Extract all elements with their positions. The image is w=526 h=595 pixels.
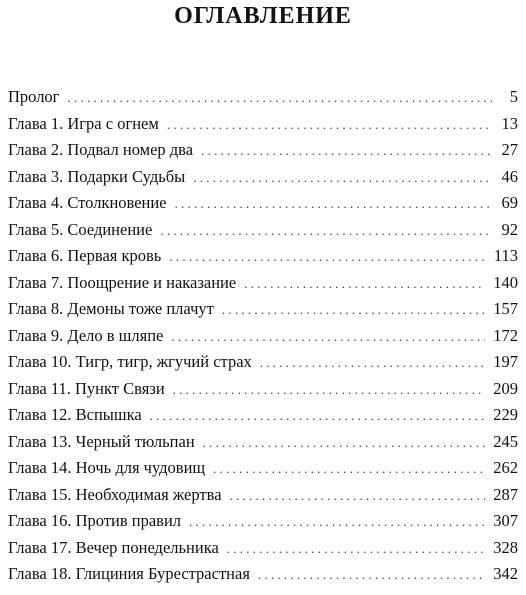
toc-entry-page-number: 197 bbox=[493, 352, 518, 371]
toc-entry-page-number: 46 bbox=[501, 166, 518, 186]
toc-entry-page-number: 307 bbox=[493, 511, 518, 530]
toc-dot-leader bbox=[230, 483, 486, 510]
toc-dot-leader bbox=[150, 403, 486, 430]
toc-dot-leader bbox=[193, 165, 492, 192]
toc-dot-leader bbox=[175, 191, 492, 218]
toc-entry bbox=[8, 164, 518, 191]
toc-entry-title: Глава 9. Дело в шляпе bbox=[8, 325, 164, 345]
toc-entry-title: Глава 14. Ночь для чудовищ bbox=[8, 458, 206, 477]
toc-dot-leader bbox=[213, 456, 485, 483]
toc-entry-page-number: 113 bbox=[493, 246, 518, 265]
toc-dot-leader bbox=[160, 218, 492, 245]
toc-dot-leader bbox=[173, 377, 486, 404]
toc-entry bbox=[8, 190, 518, 217]
toc-dot-leader bbox=[258, 562, 485, 589]
toc-entry-title: Глава 5. Соединение bbox=[8, 219, 153, 239]
toc-entry-page-number: 328 bbox=[493, 537, 518, 557]
toc-dot-leader bbox=[244, 271, 485, 298]
toc-entry-title: Глава 10. Тигр, тигр, жгучий страх bbox=[8, 352, 252, 371]
toc-entry-page-number: 69 bbox=[501, 193, 518, 212]
toc-entry-page-number: 262 bbox=[493, 458, 518, 477]
toc-entry bbox=[8, 402, 518, 429]
toc-entry-page-number: 342 bbox=[493, 564, 518, 583]
toc-entry-title: Пролог bbox=[8, 87, 60, 106]
toc-dot-leader bbox=[201, 138, 492, 165]
toc-entry-page-number: 209 bbox=[493, 378, 518, 398]
toc-entry bbox=[8, 270, 518, 297]
toc-entry bbox=[8, 217, 518, 244]
toc-entry bbox=[8, 111, 518, 138]
toc-dot-leader bbox=[260, 350, 485, 377]
toc-entry-page-number: 140 bbox=[493, 272, 518, 292]
toc-entry-page-number: 92 bbox=[501, 219, 518, 239]
toc-entry-page-number: 13 bbox=[501, 113, 518, 133]
toc-entry-title: Глава 13. Черный тюльпан bbox=[8, 431, 195, 451]
toc-entry bbox=[8, 482, 518, 509]
toc-dot-leader bbox=[189, 509, 485, 536]
toc-entry bbox=[8, 243, 518, 270]
toc-entry-page-number: 229 bbox=[493, 405, 518, 424]
toc-entry-page-number: 245 bbox=[493, 431, 518, 451]
toc-entry-title: Глава 6. Первая кровь bbox=[8, 246, 162, 265]
toc-entry-title: Глава 3. Подарки Судьбы bbox=[8, 166, 186, 186]
toc-entry-page-number: 157 bbox=[493, 299, 518, 318]
toc-dot-leader bbox=[222, 297, 485, 324]
toc-entry-title: Глава 1. Игра с огнем bbox=[8, 113, 159, 133]
toc-entry-title: Глава 12. Вспышка bbox=[8, 405, 142, 424]
toc-dot-leader bbox=[67, 85, 492, 112]
toc-entry bbox=[8, 508, 518, 535]
page-title: ОГЛАВЛЕНИЕ bbox=[174, 3, 352, 29]
toc-entry-page-number: 287 bbox=[493, 484, 518, 504]
table-of-contents bbox=[8, 84, 518, 588]
toc-entry-title: Глава 17. Вечер понедельника bbox=[8, 537, 219, 557]
toc-entry-title: Глава 7. Поощрение и наказание bbox=[8, 272, 237, 292]
toc-entry bbox=[8, 455, 518, 482]
toc-entry bbox=[8, 561, 518, 588]
toc-entry bbox=[8, 349, 518, 376]
toc-entry bbox=[8, 323, 518, 350]
toc-entry bbox=[8, 296, 518, 323]
toc-dot-leader bbox=[169, 244, 486, 271]
toc-dot-leader bbox=[171, 324, 485, 351]
toc-entry-title: Глава 15. Необходимая жертва bbox=[8, 484, 222, 504]
toc-dot-leader bbox=[227, 536, 485, 563]
toc-entry-title: Глава 16. Против правил bbox=[8, 511, 182, 530]
toc-entry-title: Глава 11. Пункт Связи bbox=[8, 378, 165, 398]
toc-entry-title: Глава 8. Демоны тоже плачут bbox=[8, 299, 214, 318]
toc-entry-title: Глава 18. Глициния Бурестрастная bbox=[8, 564, 250, 583]
toc-entry-page-number: 27 bbox=[501, 140, 518, 159]
toc-entry-title: Глава 4. Столкновение bbox=[8, 193, 167, 212]
toc-entry-page-number: 5 bbox=[509, 87, 518, 106]
toc-entry-page-number: 172 bbox=[493, 325, 518, 345]
toc-entry-title: Глава 2. Подвал номер два bbox=[8, 140, 194, 159]
toc-entry bbox=[8, 137, 518, 164]
toc-dot-leader bbox=[167, 112, 492, 139]
toc-dot-leader bbox=[203, 430, 486, 457]
toc-entry bbox=[8, 376, 518, 403]
toc-entry bbox=[8, 84, 518, 111]
toc-entry bbox=[8, 429, 518, 456]
toc-entry bbox=[8, 535, 518, 562]
